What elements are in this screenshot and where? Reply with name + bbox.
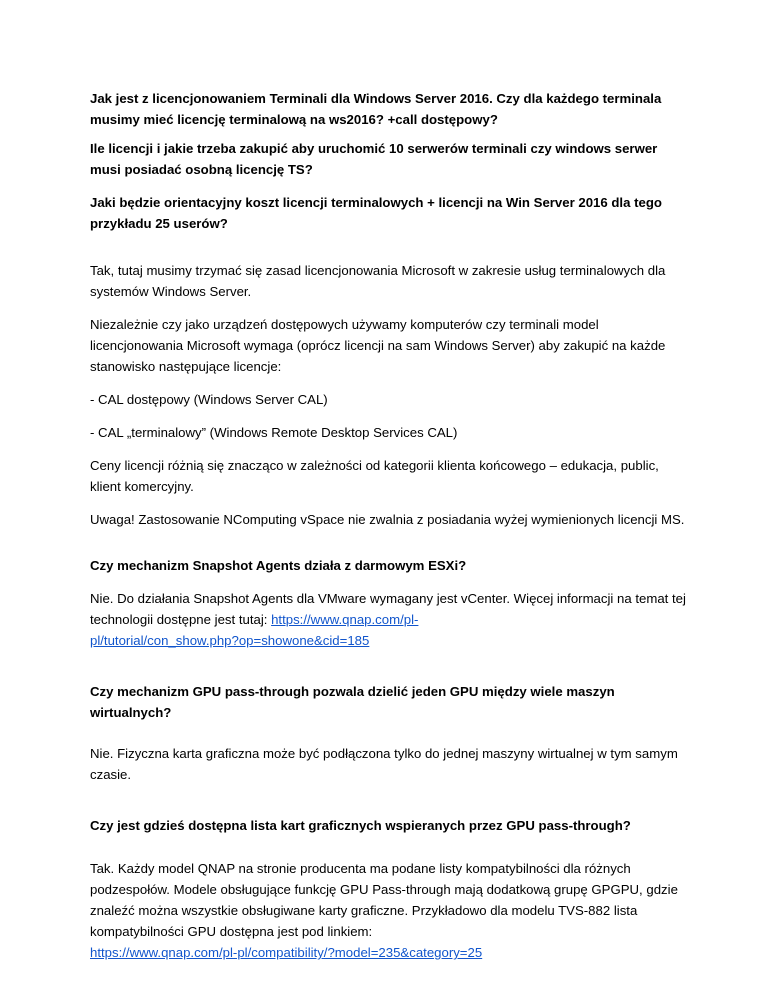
answer-9: Tak. Każdy model QNAP na stronie producenta ma podane listy kompatybilności dla różnych podzespołów. Modele obsługujące funkcję GPU Pass-through mają dodatkową grupę GPGPU, gdzie znaleźć można wszystkie obsługiwane karty graficzne. Przykładowo dla modelu TVS-882 lista kompatybilności GPU dostępna jest pod linkiem: xyxy=(90,861,678,939)
answer-7-text: Nie. Do działania Snapshot Agents dla VMware wymagany jest vCenter. Więcej informacji na temat tej technologii dostępne jest tutaj: xyxy=(90,591,686,627)
answer-3: - CAL dostępowy (Windows Server CAL) xyxy=(90,392,328,407)
answer-6: Uwaga! Zastosowanie NComputing vSpace nie zwalnia z posiadania wyżej wymienionych licencji MS. xyxy=(90,512,685,527)
answer-7 xyxy=(90,588,686,651)
question-6: Czy jest gdzieś dostępna lista kart graficznych wspieranych przez GPU pass-through? xyxy=(90,818,631,833)
answer-2: Niezależnie czy jako urządzeń dostępowych używamy komputerów czy terminali model licencjonowania Microsoft wymaga (oprócz licencji na sam Windows Server) aby zakupić na każde stanowisko następujące licencje: xyxy=(90,317,666,374)
document-page xyxy=(90,88,686,963)
question-4: Czy mechanizm Snapshot Agents działa z darmowym ESXi? xyxy=(90,558,467,573)
snapshot-agents-link[interactable]: https://www.qnap.com/pl- xyxy=(271,612,419,627)
question-2: Ile licencji i jakie trzeba zakupić aby uruchomić 10 serwerów terminali czy windows serwer musi posiadać osobną licencję TS? xyxy=(90,141,658,177)
answer-1: Tak, tutaj musimy trzymać się zasad licencjonowania Microsoft w zakresie usług terminalowych dla systemów Windows Server. xyxy=(90,263,666,299)
answer-8: Nie. Fizyczna karta graficzna może być podłączona tylko do jednej maszyny wirtualnej w tym samym czasie. xyxy=(90,746,678,782)
question-1: Jak jest z licencjonowaniem Terminali dla Windows Server 2016. Czy dla każdego terminala musimy mieć licencję terminalową na ws2016? +call dostępowy? xyxy=(90,91,662,127)
gpu-compatibility-link[interactable]: https://www.qnap.com/pl-pl/compatibility/?model=235&category=25 xyxy=(90,945,483,960)
answer-5: Ceny licencji różnią się znacząco w zależności od kategorii klienta końcowego – edukacja, public, klient komercyjny. xyxy=(90,458,659,494)
snapshot-agents-link-cont[interactable]: pl/tutorial/con_show.php?op=showone&cid=185 xyxy=(90,633,370,648)
answer-4: - CAL „terminalowy” (Windows Remote Desktop Services CAL) xyxy=(90,425,458,440)
answer-9-link-line xyxy=(90,942,686,963)
question-5: Czy mechanizm GPU pass-through pozwala dzielić jeden GPU między wiele maszyn wirtualnych? xyxy=(90,684,615,720)
question-3: Jaki będzie orientacyjny koszt licencji terminalowych + licencji na Win Server 2016 dla tego przykładu 25 userów? xyxy=(90,195,662,231)
